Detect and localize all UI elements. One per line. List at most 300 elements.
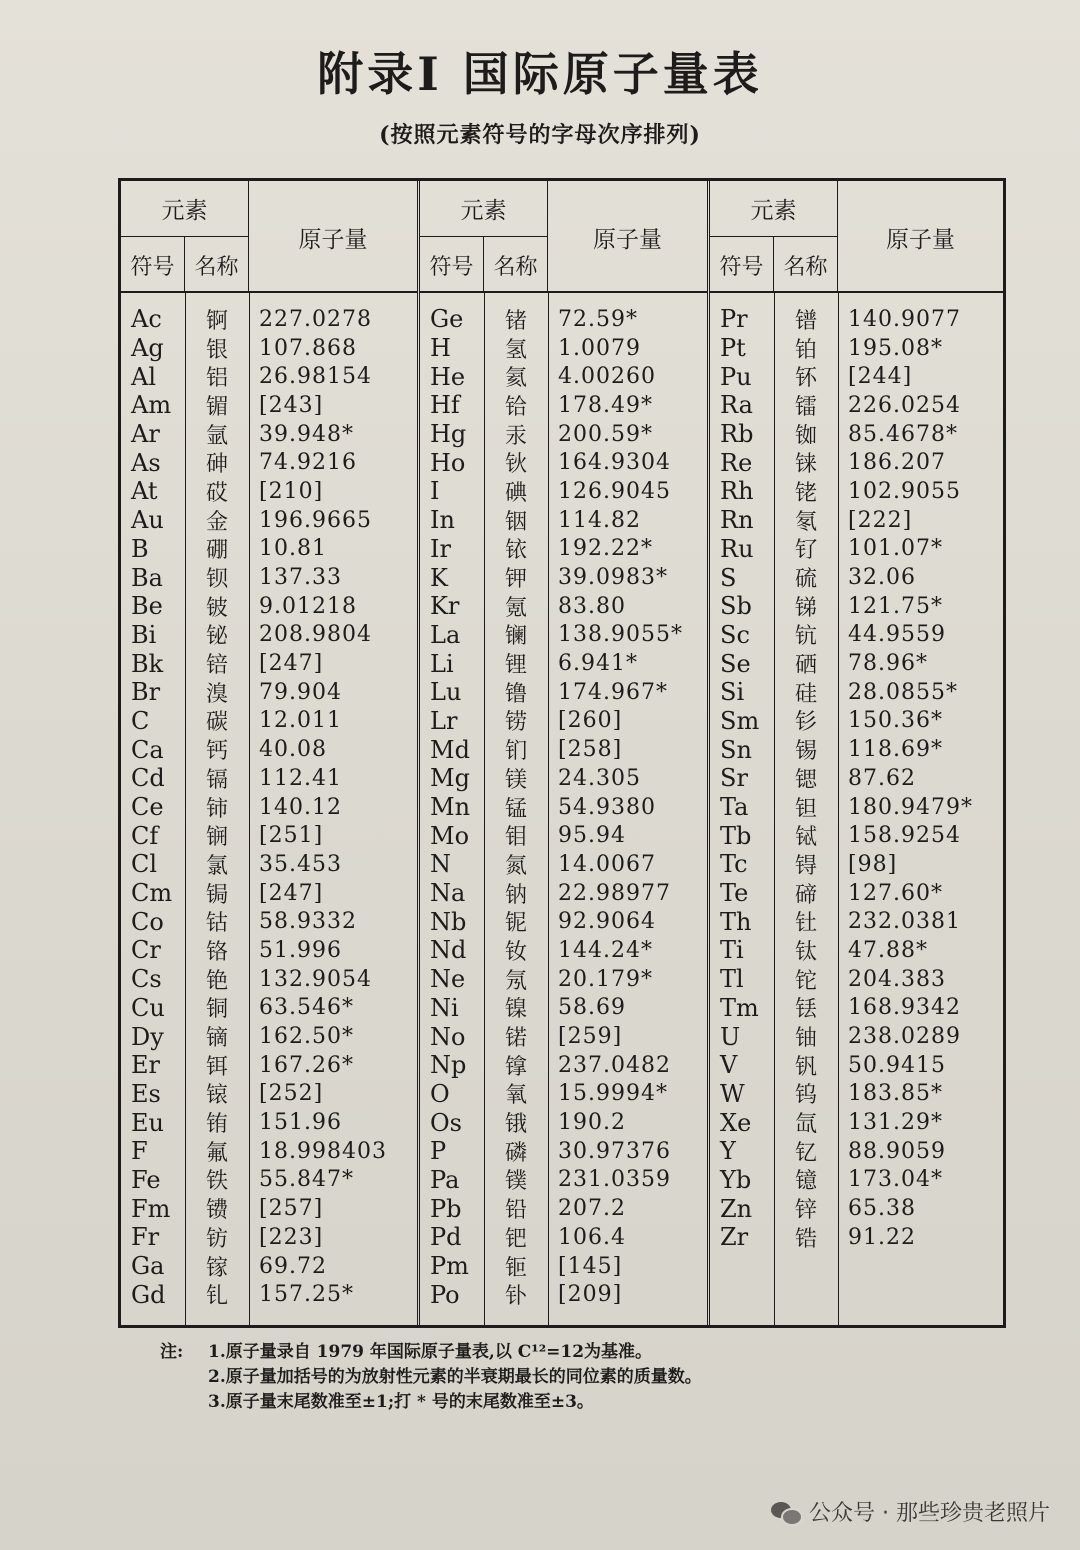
element-name: 铽: [794, 825, 817, 851]
element-name: 钷: [504, 1255, 527, 1281]
element-name: 钍: [794, 911, 817, 937]
table-row: [121, 850, 417, 879]
table-row: [420, 821, 707, 850]
atomic-mass: 88.9059: [848, 1138, 946, 1164]
element-name: 铯: [205, 968, 228, 994]
table-row: [420, 334, 707, 363]
header-symbol: 符号: [121, 237, 185, 293]
element-name: 铕: [205, 1112, 228, 1138]
atomic-mass: 174.967*: [558, 679, 668, 705]
element-symbol: Ag: [131, 334, 164, 363]
element-symbol: Zr: [720, 1223, 749, 1252]
atomic-mass: 30.97376: [558, 1138, 671, 1164]
table-row: [420, 506, 707, 535]
element-name: 铑: [794, 480, 817, 506]
element-name: 镱: [794, 1169, 817, 1195]
element-symbol: Rh: [720, 477, 754, 506]
atomic-mass: 200.59*: [558, 421, 653, 447]
element-symbol: Bi: [131, 620, 157, 649]
table-row: [420, 1022, 707, 1051]
atomic-mass: 107.868: [259, 335, 357, 361]
table-row: [710, 1108, 1003, 1137]
element-symbol: Ge: [430, 305, 464, 334]
table-row: [420, 563, 707, 592]
element-name: 钔: [504, 739, 527, 765]
element-name: 钐: [794, 710, 817, 736]
element-name: 铀: [794, 1026, 817, 1052]
table-row: [121, 535, 417, 564]
note-1: 1.原子量录自 1979 年国际原子量表,以 C¹²=12为基准。: [208, 1342, 653, 1362]
atomic-mass: 85.4678*: [848, 421, 958, 447]
atomic-mass: 9.01218: [259, 593, 357, 619]
element-name: 锝: [794, 853, 817, 879]
table-row: [420, 965, 707, 994]
element-name: 钨: [794, 1083, 817, 1109]
element-symbol: Y: [720, 1137, 736, 1166]
atomic-mass: 180.9479*: [848, 794, 973, 820]
atomic-mass: 132.9054: [259, 966, 372, 992]
table-row: [420, 1137, 707, 1166]
atomic-mass: 83.80: [558, 593, 626, 619]
element-symbol: Li: [430, 649, 454, 678]
element-name: 锘: [504, 1026, 527, 1052]
element-name: 氮: [504, 853, 527, 879]
note-3: 3.原子量末尾数准至±1;打 * 号的末尾数准至±3。: [208, 1392, 594, 1412]
atomic-mass: 207.2: [558, 1196, 626, 1222]
element-name: 镤: [504, 1169, 527, 1195]
table-row: [710, 391, 1003, 420]
atomic-mass: 167.26*: [259, 1052, 354, 1078]
element-name: 氖: [504, 968, 527, 994]
atomic-mass: 28.0855*: [848, 679, 958, 705]
table-row: [121, 1051, 417, 1080]
table-row: [420, 678, 707, 707]
element-name: 钬: [504, 452, 527, 478]
element-symbol: Hg: [430, 420, 467, 449]
element-symbol: Cl: [131, 850, 158, 879]
element-name: 钠: [504, 882, 527, 908]
atomic-mass: 178.49*: [558, 392, 653, 418]
table-row: [420, 621, 707, 650]
element-symbol: Pt: [720, 334, 746, 363]
element-name: 铪: [504, 394, 527, 420]
atomic-mass: 232.0381: [848, 909, 961, 935]
header-element: 元素: [420, 181, 548, 237]
table-row: [710, 477, 1003, 506]
table-row: [420, 707, 707, 736]
table-row: [710, 1022, 1003, 1051]
element-symbol: Mn: [430, 793, 471, 822]
atomic-mass: 101.07*: [848, 536, 943, 562]
table-row: [121, 707, 417, 736]
element-name: 氙: [794, 1112, 817, 1138]
atomic-mass: 50.9415: [848, 1052, 946, 1078]
element-name: 锆: [794, 1226, 817, 1252]
atomic-mass: 195.08*: [848, 335, 943, 361]
element-symbol: Zn: [720, 1194, 753, 1223]
element-symbol: Tc: [720, 850, 748, 879]
table-row: [121, 821, 417, 850]
element-name: 硅: [794, 681, 817, 707]
element-symbol: Fm: [131, 1194, 171, 1223]
element-name: 镨: [794, 308, 817, 334]
atomic-mass: 24.305: [558, 765, 641, 791]
header-element: 元素: [710, 181, 838, 237]
element-symbol: Nd: [430, 936, 467, 965]
element-symbol: Pd: [430, 1223, 462, 1252]
element-name: 钆: [205, 1284, 228, 1310]
atomic-mass: 78.96*: [848, 651, 928, 677]
element-name: 硒: [794, 653, 817, 679]
element-name: 铍: [205, 595, 228, 621]
atomic-mass: 237.0482: [558, 1052, 671, 1078]
element-name: 镅: [205, 394, 228, 420]
element-name: 铅: [504, 1198, 527, 1224]
table-rows: [710, 305, 1003, 1252]
atomic-mass: 39.948*: [259, 421, 354, 447]
atomic-mass: 92.9064: [558, 909, 656, 935]
table-row: [710, 506, 1003, 535]
element-symbol: Sr: [720, 764, 748, 793]
atomic-mass: 18.998403: [259, 1138, 387, 1164]
element-name: 镄: [205, 1198, 228, 1224]
element-name: 钪: [794, 624, 817, 650]
table-row: [710, 1223, 1003, 1252]
atomic-weight-table: [118, 178, 1006, 1328]
atomic-mass: 183.85*: [848, 1081, 943, 1107]
element-name: 砷: [205, 452, 228, 478]
element-symbol: K: [430, 563, 448, 592]
element-symbol: Ni: [430, 993, 459, 1022]
atomic-mass: 40.08: [259, 737, 327, 763]
element-name: 氢: [504, 337, 527, 363]
table-row: [710, 1080, 1003, 1109]
table-row: [420, 1280, 707, 1309]
atomic-mass: 1.0079: [558, 335, 641, 361]
atomic-mass: 55.847*: [259, 1167, 354, 1193]
element-name: 砹: [205, 480, 228, 506]
atomic-mass: 190.2: [558, 1110, 626, 1136]
atomic-mass: 87.62: [848, 765, 916, 791]
element-symbol: Ac: [131, 305, 162, 334]
element-name: 锡: [794, 739, 817, 765]
element-name: 锎: [205, 825, 228, 851]
element-name: 钌: [794, 538, 817, 564]
atomic-mass: 10.81: [259, 536, 327, 562]
table-row: [710, 1137, 1003, 1166]
element-name: 铁: [205, 1169, 228, 1195]
atomic-mass: [223]: [259, 1224, 324, 1250]
element-symbol: Cu: [131, 993, 165, 1022]
atomic-mass: 91.22: [848, 1224, 916, 1250]
table-row: [420, 1252, 707, 1281]
element-symbol: S: [720, 563, 737, 592]
table-block-1: [121, 181, 417, 1325]
table-row: [420, 305, 707, 334]
table-block-3: [707, 181, 1003, 1325]
table-row: [420, 764, 707, 793]
table-row: [710, 907, 1003, 936]
element-symbol: U: [720, 1022, 741, 1051]
element-name: 碳: [205, 710, 228, 736]
element-name: 氡: [794, 509, 817, 535]
atomic-mass: [259]: [558, 1024, 623, 1050]
atomic-mass: 138.9055*: [558, 622, 683, 648]
element-symbol: Er: [131, 1051, 160, 1080]
element-name: 氦: [504, 366, 527, 392]
element-symbol: Mg: [430, 764, 470, 793]
element-name: 钯: [504, 1226, 527, 1252]
table-row: [121, 563, 417, 592]
atomic-mass: [257]: [259, 1196, 324, 1222]
element-symbol: Am: [131, 391, 172, 420]
element-name: 镓: [205, 1255, 228, 1281]
element-symbol: W: [720, 1079, 745, 1108]
element-name: 镭: [794, 394, 817, 420]
table-row: [710, 850, 1003, 879]
atomic-mass: [243]: [259, 392, 324, 418]
table-row: [710, 305, 1003, 334]
atomic-mass: 150.36*: [848, 708, 943, 734]
element-name: 钚: [794, 366, 817, 392]
header-mass: 原子量: [298, 226, 368, 253]
element-symbol: Br: [131, 678, 161, 707]
element-name: 碲: [794, 882, 817, 908]
atomic-mass: 164.9304: [558, 450, 671, 476]
table-row: [121, 448, 417, 477]
atomic-mass: 127.60*: [848, 880, 943, 906]
atomic-mass: 35.453: [259, 851, 342, 877]
atomic-mass: 126.9045: [558, 478, 671, 504]
table-row: [420, 649, 707, 678]
table-row: [121, 764, 417, 793]
atomic-mass: [258]: [558, 737, 623, 763]
watermark-text: 公众号 · 那些珍贵老照片: [809, 1501, 1050, 1526]
element-symbol: Ta: [720, 793, 749, 822]
element-symbol: I: [430, 477, 440, 506]
element-symbol: Si: [720, 678, 745, 707]
atomic-mass: 15.9994*: [558, 1081, 668, 1107]
element-symbol: Ar: [131, 420, 160, 449]
element-symbol: Te: [720, 879, 749, 908]
element-symbol: At: [131, 477, 158, 506]
header-mass: 原子量: [886, 226, 955, 253]
table-row: [121, 420, 417, 449]
atomic-mass: 137.33: [259, 565, 342, 591]
page-subtitle: (按照元素符号的字母次序排列): [379, 122, 701, 148]
element-symbol: Au: [131, 506, 164, 535]
element-name: 镝: [205, 1026, 228, 1052]
table-row: [420, 362, 707, 391]
element-symbol: Es: [131, 1079, 161, 1108]
element-symbol: P: [430, 1137, 447, 1166]
table-header: [420, 181, 707, 293]
table-row: [121, 305, 417, 334]
element-name: 氧: [504, 1083, 527, 1109]
element-symbol: Pa: [430, 1165, 460, 1194]
table-row: [121, 1108, 417, 1137]
header-mass: 原子量: [593, 226, 662, 253]
element-symbol: Cr: [131, 936, 161, 965]
element-symbol: Tl: [720, 965, 744, 994]
table-row: [420, 477, 707, 506]
header-symbol: 符号: [710, 237, 774, 293]
table-row: [710, 420, 1003, 449]
table-row: [420, 1194, 707, 1223]
element-name: 钾: [504, 567, 527, 593]
atomic-mass: 140.9077: [848, 306, 961, 332]
element-symbol: V: [720, 1051, 738, 1080]
table-row: [121, 994, 417, 1023]
element-symbol: Eu: [131, 1108, 164, 1137]
element-symbol: Th: [720, 907, 752, 936]
element-name: 锂: [504, 653, 527, 679]
atomic-mass: 72.59*: [558, 306, 638, 332]
element-symbol: Fr: [131, 1223, 160, 1252]
atomic-mass: [244]: [848, 364, 913, 390]
element-name: 锌: [794, 1198, 817, 1224]
element-symbol: Sc: [720, 620, 750, 649]
element-symbol: Co: [131, 907, 164, 936]
element-symbol: Pr: [720, 305, 748, 334]
element-name: 铱: [504, 538, 527, 564]
atomic-mass: 144.24*: [558, 937, 653, 963]
table-row: [710, 764, 1003, 793]
wechat-icon: [771, 1500, 801, 1524]
element-name: 铬: [205, 939, 228, 965]
element-name: 锕: [205, 308, 228, 334]
atomic-mass: 69.72: [259, 1253, 327, 1279]
table-header: [121, 181, 417, 293]
table-row: [710, 1166, 1003, 1195]
element-symbol: Rn: [720, 506, 754, 535]
atomic-mass: 4.00260: [558, 364, 656, 390]
table-row: [710, 965, 1003, 994]
header-symbol: 符号: [420, 237, 484, 293]
element-symbol: Cm: [131, 879, 173, 908]
element-symbol: Pm: [430, 1252, 469, 1281]
table-row: [420, 994, 707, 1023]
element-name: 镎: [504, 1054, 527, 1080]
atomic-mass: 95.94: [558, 823, 626, 849]
table-row: [420, 850, 707, 879]
element-name: 银: [205, 337, 228, 363]
element-symbol: Ra: [720, 391, 753, 420]
element-symbol: Sn: [720, 735, 752, 764]
atomic-mass: [210]: [259, 478, 324, 504]
element-name: 铜: [205, 997, 228, 1023]
table-row: [710, 448, 1003, 477]
table-row: [710, 936, 1003, 965]
element-name: 铼: [794, 452, 817, 478]
atomic-mass: 131.29*: [848, 1110, 943, 1136]
table-row: [710, 649, 1003, 678]
element-symbol: Pu: [720, 362, 752, 391]
atomic-mass: 12.011: [259, 708, 342, 734]
element-symbol: Ne: [430, 965, 466, 994]
element-symbol: O: [430, 1079, 450, 1108]
atomic-mass: [252]: [259, 1081, 324, 1107]
table-row: [121, 1080, 417, 1109]
element-symbol: He: [430, 362, 466, 391]
element-symbol: Re: [720, 448, 753, 477]
element-symbol: Pb: [430, 1194, 462, 1223]
atomic-mass: 121.75*: [848, 593, 943, 619]
element-symbol: Dy: [131, 1022, 164, 1051]
table-row: [710, 793, 1003, 822]
element-symbol: Na: [430, 879, 466, 908]
element-symbol: No: [430, 1022, 466, 1051]
table-row: [710, 563, 1003, 592]
atomic-mass: 140.12: [259, 794, 342, 820]
element-symbol: Bk: [131, 649, 164, 678]
element-name: 锔: [205, 882, 228, 908]
element-name: 镉: [205, 767, 228, 793]
table-row: [420, 420, 707, 449]
element-name: 钇: [794, 1140, 817, 1166]
atomic-mass: [145]: [558, 1253, 623, 1279]
table-row: [121, 592, 417, 621]
element-symbol: Ir: [430, 534, 451, 563]
atomic-mass: 63.546*: [259, 995, 354, 1021]
element-symbol: As: [131, 448, 161, 477]
note-lead: 注:: [160, 1342, 184, 1362]
table-row: [420, 936, 707, 965]
table-row: [420, 1080, 707, 1109]
element-name: 锰: [504, 796, 527, 822]
table-row: [121, 1194, 417, 1223]
atomic-mass: 102.9055: [848, 478, 961, 504]
element-symbol: Tb: [720, 821, 752, 850]
table-row: [420, 391, 707, 420]
element-name: 锿: [205, 1083, 228, 1109]
table-row: [121, 879, 417, 908]
atomic-mass: [98]: [848, 851, 898, 877]
atomic-mass: 157.25*: [259, 1282, 354, 1308]
element-name: 氪: [504, 595, 527, 621]
atomic-mass: 20.179*: [558, 966, 653, 992]
element-name: 锗: [504, 308, 527, 334]
element-name: 锫: [205, 653, 228, 679]
header-element: 元素: [121, 181, 249, 237]
atomic-mass: 44.9559: [848, 622, 946, 648]
table-row: [710, 592, 1003, 621]
element-symbol: Cs: [131, 965, 162, 994]
element-symbol: Xe: [720, 1108, 752, 1137]
element-name: 镥: [504, 681, 527, 707]
table-row: [121, 621, 417, 650]
table-row: [121, 362, 417, 391]
element-name: 钛: [794, 939, 817, 965]
element-name: 铷: [794, 423, 817, 449]
atomic-mass: 118.69*: [848, 737, 943, 763]
table-row: [121, 965, 417, 994]
element-name: 铥: [794, 997, 817, 1023]
element-name: 铟: [504, 509, 527, 535]
header-name: 名称: [774, 237, 838, 293]
table-header: [710, 181, 1003, 293]
atomic-mass: 51.996: [259, 937, 342, 963]
element-name: 铝: [205, 366, 228, 392]
element-name: 锇: [504, 1112, 527, 1138]
element-name: 磷: [504, 1140, 527, 1166]
table-row: [121, 506, 417, 535]
element-name: 钡: [205, 567, 228, 593]
table-row: [420, 879, 707, 908]
element-symbol: Se: [720, 649, 751, 678]
atomic-mass: 47.88*: [848, 937, 928, 963]
element-symbol: Ce: [131, 793, 164, 822]
